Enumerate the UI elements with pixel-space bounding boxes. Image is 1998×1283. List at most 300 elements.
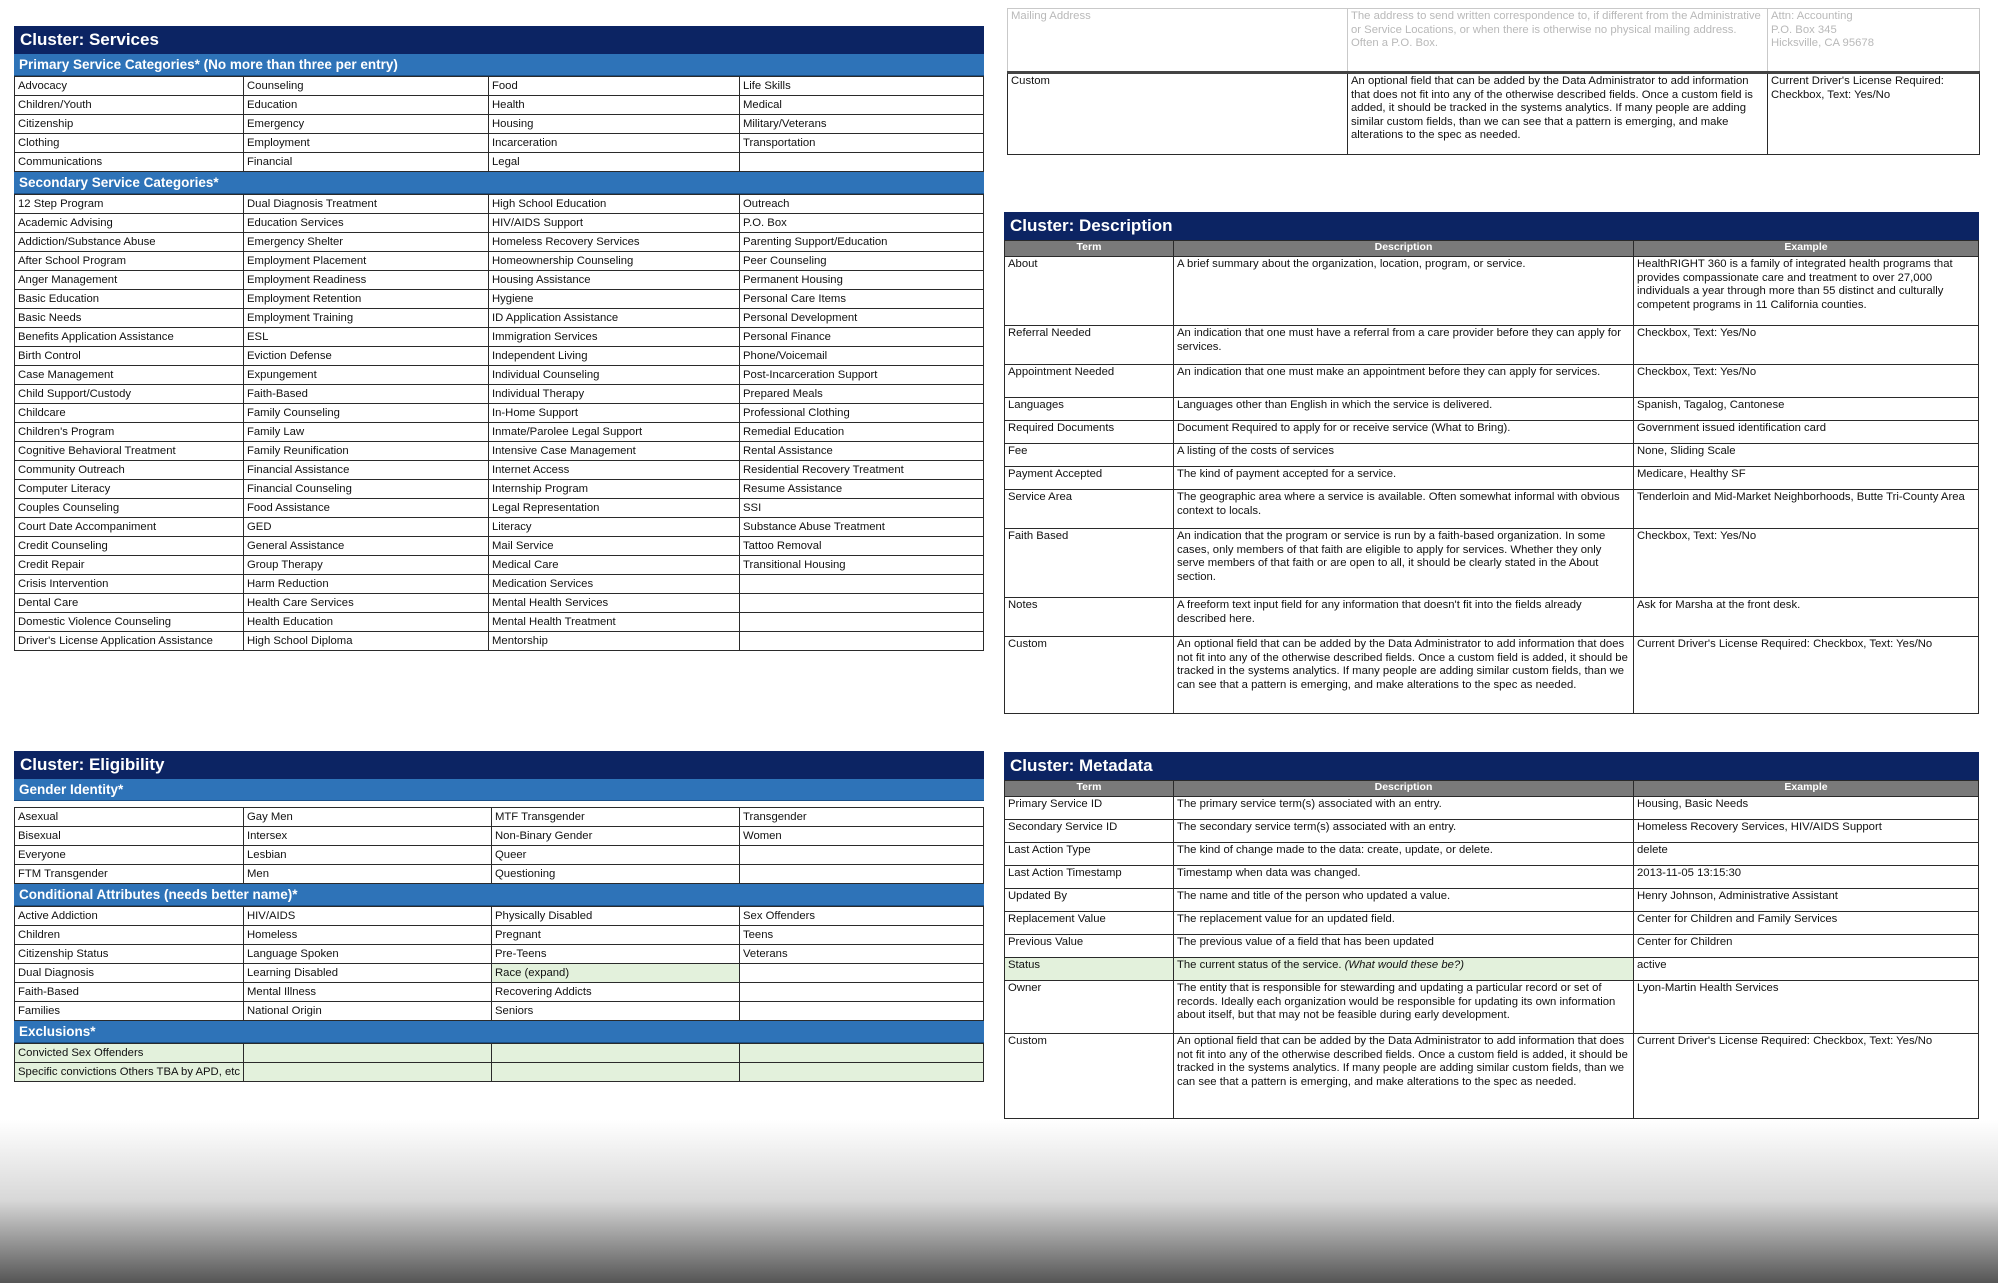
term-cell: Payment Accepted: [1005, 467, 1174, 490]
category-cell: High School Diploma: [244, 632, 489, 651]
table-row: [1005, 912, 1979, 935]
category-cell: Housing: [489, 115, 740, 134]
category-cell: [740, 594, 984, 613]
category-cell: National Origin: [244, 1002, 492, 1021]
category-cell: Dental Care: [15, 594, 244, 613]
metadata-table: [1004, 780, 1979, 1119]
category-cell: Peer Counseling: [740, 252, 984, 271]
category-cell: HIV/AIDS: [244, 907, 492, 926]
term-cell: Owner: [1005, 981, 1174, 1034]
category-cell: Financial Counseling: [244, 480, 489, 499]
category-cell: Sex Offenders: [740, 907, 984, 926]
category-cell: Children/Youth: [15, 96, 244, 115]
category-cell: Addiction/Substance Abuse: [15, 233, 244, 252]
conditional-attributes-table: [14, 906, 984, 1021]
category-cell: Life Skills: [740, 77, 984, 96]
services-panel: [14, 26, 984, 651]
category-cell: Women: [740, 827, 984, 846]
category-cell: Basic Needs: [15, 309, 244, 328]
category-cell: Education Services: [244, 214, 489, 233]
description-panel: [1004, 212, 1979, 714]
example-cell: 2013-11-05 13:15:30: [1634, 866, 1979, 889]
primary-categories-header: Primary Service Categories* (No more than three per entry): [14, 54, 984, 76]
exclusions-table: [14, 1043, 984, 1082]
table-row: [1005, 889, 1979, 912]
category-cell: Employment Training: [244, 309, 489, 328]
table-row: [15, 233, 984, 252]
description-cell: A brief summary about the organization, location, program, or service.: [1174, 257, 1634, 326]
example-cell: delete: [1634, 843, 1979, 866]
table-row: [15, 134, 984, 153]
category-cell: [740, 964, 984, 983]
description-cell: An indication that the program or service is run by a faith-based organization. In some cases, only members of that faith are eligible to apply for services. Whether they only serve members of that faith or are open to all, it should be clearly stated in the About section.: [1174, 529, 1634, 598]
term-cell: Mailing Address: [1008, 9, 1348, 73]
category-cell: Mail Service: [489, 537, 740, 556]
category-cell: GED: [244, 518, 489, 537]
example-cell: active: [1634, 958, 1979, 981]
category-cell: Non-Binary Gender: [492, 827, 740, 846]
category-cell: [740, 1044, 984, 1063]
table-row: [1005, 935, 1979, 958]
example-cell: Current Driver's License Required: Checkbox, Text: Yes/No: [1634, 1034, 1979, 1119]
table-row: [1005, 490, 1979, 529]
category-cell: Intensive Case Management: [489, 442, 740, 461]
table-row: [15, 1063, 984, 1082]
table-row: [15, 1044, 984, 1063]
location-table-fragment: [1007, 8, 1980, 155]
category-cell: Everyone: [15, 846, 244, 865]
table-row: [15, 385, 984, 404]
category-cell: Children's Program: [15, 423, 244, 442]
example-cell: Center for Children: [1634, 935, 1979, 958]
category-cell: Communications: [15, 153, 244, 172]
category-cell: [740, 1063, 984, 1082]
category-cell: Pregnant: [492, 926, 740, 945]
table-row: [1005, 257, 1979, 326]
table-row: [15, 480, 984, 499]
table-row: [15, 442, 984, 461]
category-cell: Employment Readiness: [244, 271, 489, 290]
category-cell: Phone/Voicemail: [740, 347, 984, 366]
category-cell: Employment Retention: [244, 290, 489, 309]
example-cell: Current Driver's License Required: Checkbox, Text: Yes/No: [1768, 73, 1980, 155]
table-row: [15, 808, 984, 827]
column-header-example: Example: [1634, 241, 1979, 257]
category-cell: Literacy: [489, 518, 740, 537]
category-cell: Professional Clothing: [740, 404, 984, 423]
table-row: [15, 865, 984, 884]
metadata-column-headers: [1005, 781, 1979, 797]
category-cell: Inmate/Parolee Legal Support: [489, 423, 740, 442]
term-cell: Replacement Value: [1005, 912, 1174, 935]
secondary-categories-table: [14, 194, 984, 651]
category-cell: Race (expand): [492, 964, 740, 983]
description-cell: The previous value of a field that has been updated: [1174, 935, 1634, 958]
table-row: [15, 214, 984, 233]
category-cell: Computer Literacy: [15, 480, 244, 499]
column-header-example: Example: [1634, 781, 1979, 797]
term-cell: Required Documents: [1005, 421, 1174, 444]
table-row: [15, 613, 984, 632]
table-row: [15, 907, 984, 926]
primary-categories-table: [14, 76, 984, 172]
category-cell: Teens: [740, 926, 984, 945]
table-row: [15, 846, 984, 865]
category-cell: Food Assistance: [244, 499, 489, 518]
term-cell: Notes: [1005, 598, 1174, 637]
term-cell: Languages: [1005, 398, 1174, 421]
category-cell: Military/Veterans: [740, 115, 984, 134]
category-cell: Academic Advising: [15, 214, 244, 233]
category-cell: Emergency Shelter: [244, 233, 489, 252]
table-row: [1005, 797, 1979, 820]
table-row: [1005, 529, 1979, 598]
category-cell: Legal: [489, 153, 740, 172]
category-cell: Community Outreach: [15, 461, 244, 480]
term-cell: Previous Value: [1005, 935, 1174, 958]
table-row: [15, 556, 984, 575]
category-cell: Medical: [740, 96, 984, 115]
example-cell: Housing, Basic Needs: [1634, 797, 1979, 820]
category-cell: Food: [489, 77, 740, 96]
category-cell: Medical Care: [489, 556, 740, 575]
description-cell: The kind of payment accepted for a service.: [1174, 467, 1634, 490]
category-cell: [740, 983, 984, 1002]
table-row: [1008, 9, 1980, 73]
example-cell: Checkbox, Text: Yes/No: [1634, 529, 1979, 598]
example-cell: Attn: Accounting P.O. Box 345 Hicksville, CA 95678: [1768, 9, 1980, 73]
category-cell: Employment Placement: [244, 252, 489, 271]
table-row: [15, 96, 984, 115]
category-cell: Mental Health Treatment: [489, 613, 740, 632]
category-cell: Bisexual: [15, 827, 244, 846]
category-cell: Transitional Housing: [740, 556, 984, 575]
gender-identity-header: Gender Identity*: [14, 779, 984, 801]
category-cell: Childcare: [15, 404, 244, 423]
category-cell: Permanent Housing: [740, 271, 984, 290]
category-cell: Transportation: [740, 134, 984, 153]
category-cell: Medication Services: [489, 575, 740, 594]
category-cell: Credit Counseling: [15, 537, 244, 556]
category-cell: [740, 632, 984, 651]
table-row: [1005, 1034, 1979, 1119]
table-row: [1005, 820, 1979, 843]
example-cell: Tenderloin and Mid-Market Neighborhoods, Butte Tri-County Area: [1634, 490, 1979, 529]
exclusions-header: Exclusions*: [14, 1021, 984, 1043]
category-cell: Expungement: [244, 366, 489, 385]
example-cell: HealthRIGHT 360 is a family of integrated health programs that provides compassionate care and treatment to over 27,000 individuals a year through more than 55 distinct and culturally competent programs in 11 California counties.: [1634, 257, 1979, 326]
category-cell: Post-Incarceration Support: [740, 366, 984, 385]
table-row: [15, 632, 984, 651]
description-column-headers: [1005, 241, 1979, 257]
term-cell: About: [1005, 257, 1174, 326]
table-row: [15, 153, 984, 172]
table-row: [1005, 981, 1979, 1034]
term-cell: Appointment Needed: [1005, 365, 1174, 398]
category-cell: Credit Repair: [15, 556, 244, 575]
column-header-term: Term: [1005, 241, 1174, 257]
example-cell: Homeless Recovery Services, HIV/AIDS Support: [1634, 820, 1979, 843]
category-cell: Gay Men: [244, 808, 492, 827]
term-cell: Referral Needed: [1005, 326, 1174, 365]
table-row: [15, 252, 984, 271]
example-cell: Henry Johnson, Administrative Assistant: [1634, 889, 1979, 912]
category-cell: Transgender: [740, 808, 984, 827]
category-cell: Rental Assistance: [740, 442, 984, 461]
category-cell: Advocacy: [15, 77, 244, 96]
category-cell: Veterans: [740, 945, 984, 964]
term-cell: Fee: [1005, 444, 1174, 467]
description-table: [1004, 240, 1979, 714]
category-cell: Health Education: [244, 613, 489, 632]
category-cell: Hygiene: [489, 290, 740, 309]
category-cell: Resume Assistance: [740, 480, 984, 499]
table-row: [15, 328, 984, 347]
table-row: [1005, 866, 1979, 889]
category-cell: [740, 613, 984, 632]
category-cell: Benefits Application Assistance: [15, 328, 244, 347]
table-row: [1008, 73, 1980, 155]
category-cell: [740, 575, 984, 594]
category-cell: Couples Counseling: [15, 499, 244, 518]
category-cell: Pre-Teens: [492, 945, 740, 964]
category-cell: Homeownership Counseling: [489, 252, 740, 271]
description-cell: The replacement value for an updated field.: [1174, 912, 1634, 935]
category-cell: 12 Step Program: [15, 195, 244, 214]
table-row: [1005, 637, 1979, 714]
example-cell: Lyon-Martin Health Services: [1634, 981, 1979, 1034]
category-cell: Mentorship: [489, 632, 740, 651]
category-cell: Counseling: [244, 77, 489, 96]
table-row: [1005, 421, 1979, 444]
table-row: [1005, 365, 1979, 398]
category-cell: Family Law: [244, 423, 489, 442]
category-cell: [492, 1063, 740, 1082]
description-cell: The kind of change made to the data: create, update, or delete.: [1174, 843, 1634, 866]
term-cell: Custom: [1005, 1034, 1174, 1119]
example-cell: Checkbox, Text: Yes/No: [1634, 365, 1979, 398]
category-cell: Health Care Services: [244, 594, 489, 613]
category-cell: Internet Access: [489, 461, 740, 480]
table-row: [15, 309, 984, 328]
category-cell: Personal Care Items: [740, 290, 984, 309]
table-row: [15, 366, 984, 385]
description-cell: Timestamp when data was changed.: [1174, 866, 1634, 889]
term-cell: Faith Based: [1005, 529, 1174, 598]
table-row: [15, 115, 984, 134]
column-header-description: Description: [1174, 781, 1634, 797]
description-cell: The entity that is responsible for stewarding and updating a particular record or set of records. Ideally each organization would be responsible for updating its own information about itself, but that may not be feasible during early development.: [1174, 981, 1634, 1034]
example-cell: Checkbox, Text: Yes/No: [1634, 326, 1979, 365]
table-row: [15, 271, 984, 290]
table-row: [15, 827, 984, 846]
metadata-title: Cluster: Metadata: [1004, 752, 1979, 780]
description-cell: Languages other than English in which the service is delivered.: [1174, 398, 1634, 421]
example-cell: Center for Children and Family Services: [1634, 912, 1979, 935]
category-cell: Homeless Recovery Services: [489, 233, 740, 252]
table-row: [1005, 958, 1979, 981]
category-cell: Individual Therapy: [489, 385, 740, 404]
category-cell: Court Date Accompaniment: [15, 518, 244, 537]
category-cell: General Assistance: [244, 537, 489, 556]
category-cell: [492, 1044, 740, 1063]
table-row: [1005, 326, 1979, 365]
category-cell: MTF Transgender: [492, 808, 740, 827]
category-cell: Case Management: [15, 366, 244, 385]
category-cell: P.O. Box: [740, 214, 984, 233]
description-cell: An optional field that can be added by the Data Administrator to add information that does not fit into any of the otherwise described fields. Once a custom field is added, it should be tracked in the systems analytics. If many people are adding similar custom fields, than we can see that a pattern is emerging, and make alterations to the spec as needed.: [1174, 637, 1634, 714]
category-cell: Mental Illness: [244, 983, 492, 1002]
description-cell: [1174, 958, 1634, 981]
category-cell: Faith-Based: [15, 983, 244, 1002]
category-cell: Education: [244, 96, 489, 115]
category-cell: Employment: [244, 134, 489, 153]
example-cell: Government issued identification card: [1634, 421, 1979, 444]
category-cell: [740, 1002, 984, 1021]
category-cell: Anger Management: [15, 271, 244, 290]
category-cell: Families: [15, 1002, 244, 1021]
category-cell: Family Counseling: [244, 404, 489, 423]
category-cell: Queer: [492, 846, 740, 865]
table-row: [15, 77, 984, 96]
category-cell: SSI: [740, 499, 984, 518]
table-row: [15, 575, 984, 594]
category-cell: Physically Disabled: [492, 907, 740, 926]
table-row: [15, 499, 984, 518]
example-cell: None, Sliding Scale: [1634, 444, 1979, 467]
category-cell: Questioning: [492, 865, 740, 884]
category-cell: Child Support/Custody: [15, 385, 244, 404]
table-row: [15, 423, 984, 442]
category-cell: Intersex: [244, 827, 492, 846]
term-cell: Last Action Timestamp: [1005, 866, 1174, 889]
category-cell: Faith-Based: [244, 385, 489, 404]
description-cell: The primary service term(s) associated with an entry.: [1174, 797, 1634, 820]
status-description-text: The current status of the service.: [1177, 959, 1342, 971]
table-row: [15, 404, 984, 423]
term-cell: Status: [1005, 958, 1174, 981]
column-header-description: Description: [1174, 241, 1634, 257]
category-cell: Dual Diagnosis: [15, 964, 244, 983]
category-cell: High School Education: [489, 195, 740, 214]
category-cell: Mental Health Services: [489, 594, 740, 613]
eligibility-panel: [14, 751, 984, 1082]
table-row: [15, 1002, 984, 1021]
category-cell: [740, 846, 984, 865]
category-cell: Active Addiction: [15, 907, 244, 926]
category-cell: Incarceration: [489, 134, 740, 153]
table-row: [15, 983, 984, 1002]
category-cell: Housing Assistance: [489, 271, 740, 290]
category-cell: Convicted Sex Offenders: [15, 1044, 244, 1063]
category-cell: Internship Program: [489, 480, 740, 499]
category-cell: Domestic Violence Counseling: [15, 613, 244, 632]
category-cell: Cognitive Behavioral Treatment: [15, 442, 244, 461]
category-cell: Citizenship Status: [15, 945, 244, 964]
table-row: [1005, 467, 1979, 490]
conditional-attributes-header: Conditional Attributes (needs better name)*: [14, 884, 984, 906]
category-cell: FTM Transgender: [15, 865, 244, 884]
term-cell: Last Action Type: [1005, 843, 1174, 866]
category-cell: Financial Assistance: [244, 461, 489, 480]
category-cell: Residential Recovery Treatment: [740, 461, 984, 480]
category-cell: [740, 865, 984, 884]
category-cell: Substance Abuse Treatment: [740, 518, 984, 537]
category-cell: Individual Counseling: [489, 366, 740, 385]
category-cell: Citizenship: [15, 115, 244, 134]
category-cell: Outreach: [740, 195, 984, 214]
metadata-panel: [1004, 752, 1979, 1119]
category-cell: Seniors: [492, 1002, 740, 1021]
table-row: [1005, 598, 1979, 637]
description-title: Cluster: Description: [1004, 212, 1979, 240]
description-cell: A freeform text input field for any information that doesn't fit into the fields already described here.: [1174, 598, 1634, 637]
category-cell: ID Application Assistance: [489, 309, 740, 328]
location-table: [1007, 8, 1980, 155]
category-cell: Personal Development: [740, 309, 984, 328]
category-cell: Family Reunification: [244, 442, 489, 461]
category-cell: Harm Reduction: [244, 575, 489, 594]
example-cell: Medicare, Healthy SF: [1634, 467, 1979, 490]
category-cell: Specific convictions Others TBA by APD, etc: [15, 1063, 244, 1082]
services-title: Cluster: Services: [14, 26, 984, 54]
table-row: [15, 594, 984, 613]
description-cell: The secondary service term(s) associated with an entry.: [1174, 820, 1634, 843]
category-cell: Clothing: [15, 134, 244, 153]
description-cell: A listing of the costs of services: [1174, 444, 1634, 467]
category-cell: Independent Living: [489, 347, 740, 366]
table-row: [15, 347, 984, 366]
category-cell: Driver's License Application Assistance: [15, 632, 244, 651]
category-cell: Legal Representation: [489, 499, 740, 518]
category-cell: [740, 153, 984, 172]
category-cell: Language Spoken: [244, 945, 492, 964]
term-cell: Custom: [1008, 73, 1348, 155]
table-row: [15, 461, 984, 480]
category-cell: Immigration Services: [489, 328, 740, 347]
gender-identity-table: [14, 807, 984, 884]
example-cell: Spanish, Tagalog, Cantonese: [1634, 398, 1979, 421]
category-cell: Birth Control: [15, 347, 244, 366]
category-cell: Health: [489, 96, 740, 115]
term-cell: Service Area: [1005, 490, 1174, 529]
category-cell: Dual Diagnosis Treatment: [244, 195, 489, 214]
secondary-categories-header: Secondary Service Categories*: [14, 172, 984, 194]
category-cell: Financial: [244, 153, 489, 172]
description-cell: An indication that one must have a referral from a care provider before they can apply for services.: [1174, 326, 1634, 365]
category-cell: Crisis Intervention: [15, 575, 244, 594]
table-row: [15, 537, 984, 556]
category-cell: [244, 1044, 492, 1063]
category-cell: Prepared Meals: [740, 385, 984, 404]
description-cell: Document Required to apply for or receive service (What to Bring).: [1174, 421, 1634, 444]
category-cell: ESL: [244, 328, 489, 347]
category-cell: In-Home Support: [489, 404, 740, 423]
table-row: [1005, 398, 1979, 421]
category-cell: Children: [15, 926, 244, 945]
category-cell: [244, 1063, 492, 1082]
category-cell: Group Therapy: [244, 556, 489, 575]
table-row: [15, 195, 984, 214]
example-cell: Current Driver's License Required: Checkbox, Text: Yes/No: [1634, 637, 1979, 714]
term-cell: Custom: [1005, 637, 1174, 714]
description-cell: An optional field that can be added by the Data Administrator to add information that does not fit into any of the otherwise described fields. Once a custom field is added, it should be tracked in the systems analytics. If many people are adding similar custom fields, than we can see that a pattern is emerging, and make alterations to the spec as needed.: [1174, 1034, 1634, 1119]
table-row: [1005, 444, 1979, 467]
status-note: (What would these be?): [1344, 959, 1464, 971]
category-cell: Personal Finance: [740, 328, 984, 347]
table-row: [1005, 843, 1979, 866]
description-cell: The address to send written correspondence to, if different from the Administrative or Service Locations, or when there is otherwise no physical mailing address. Often a P.O. Box.: [1348, 9, 1768, 73]
